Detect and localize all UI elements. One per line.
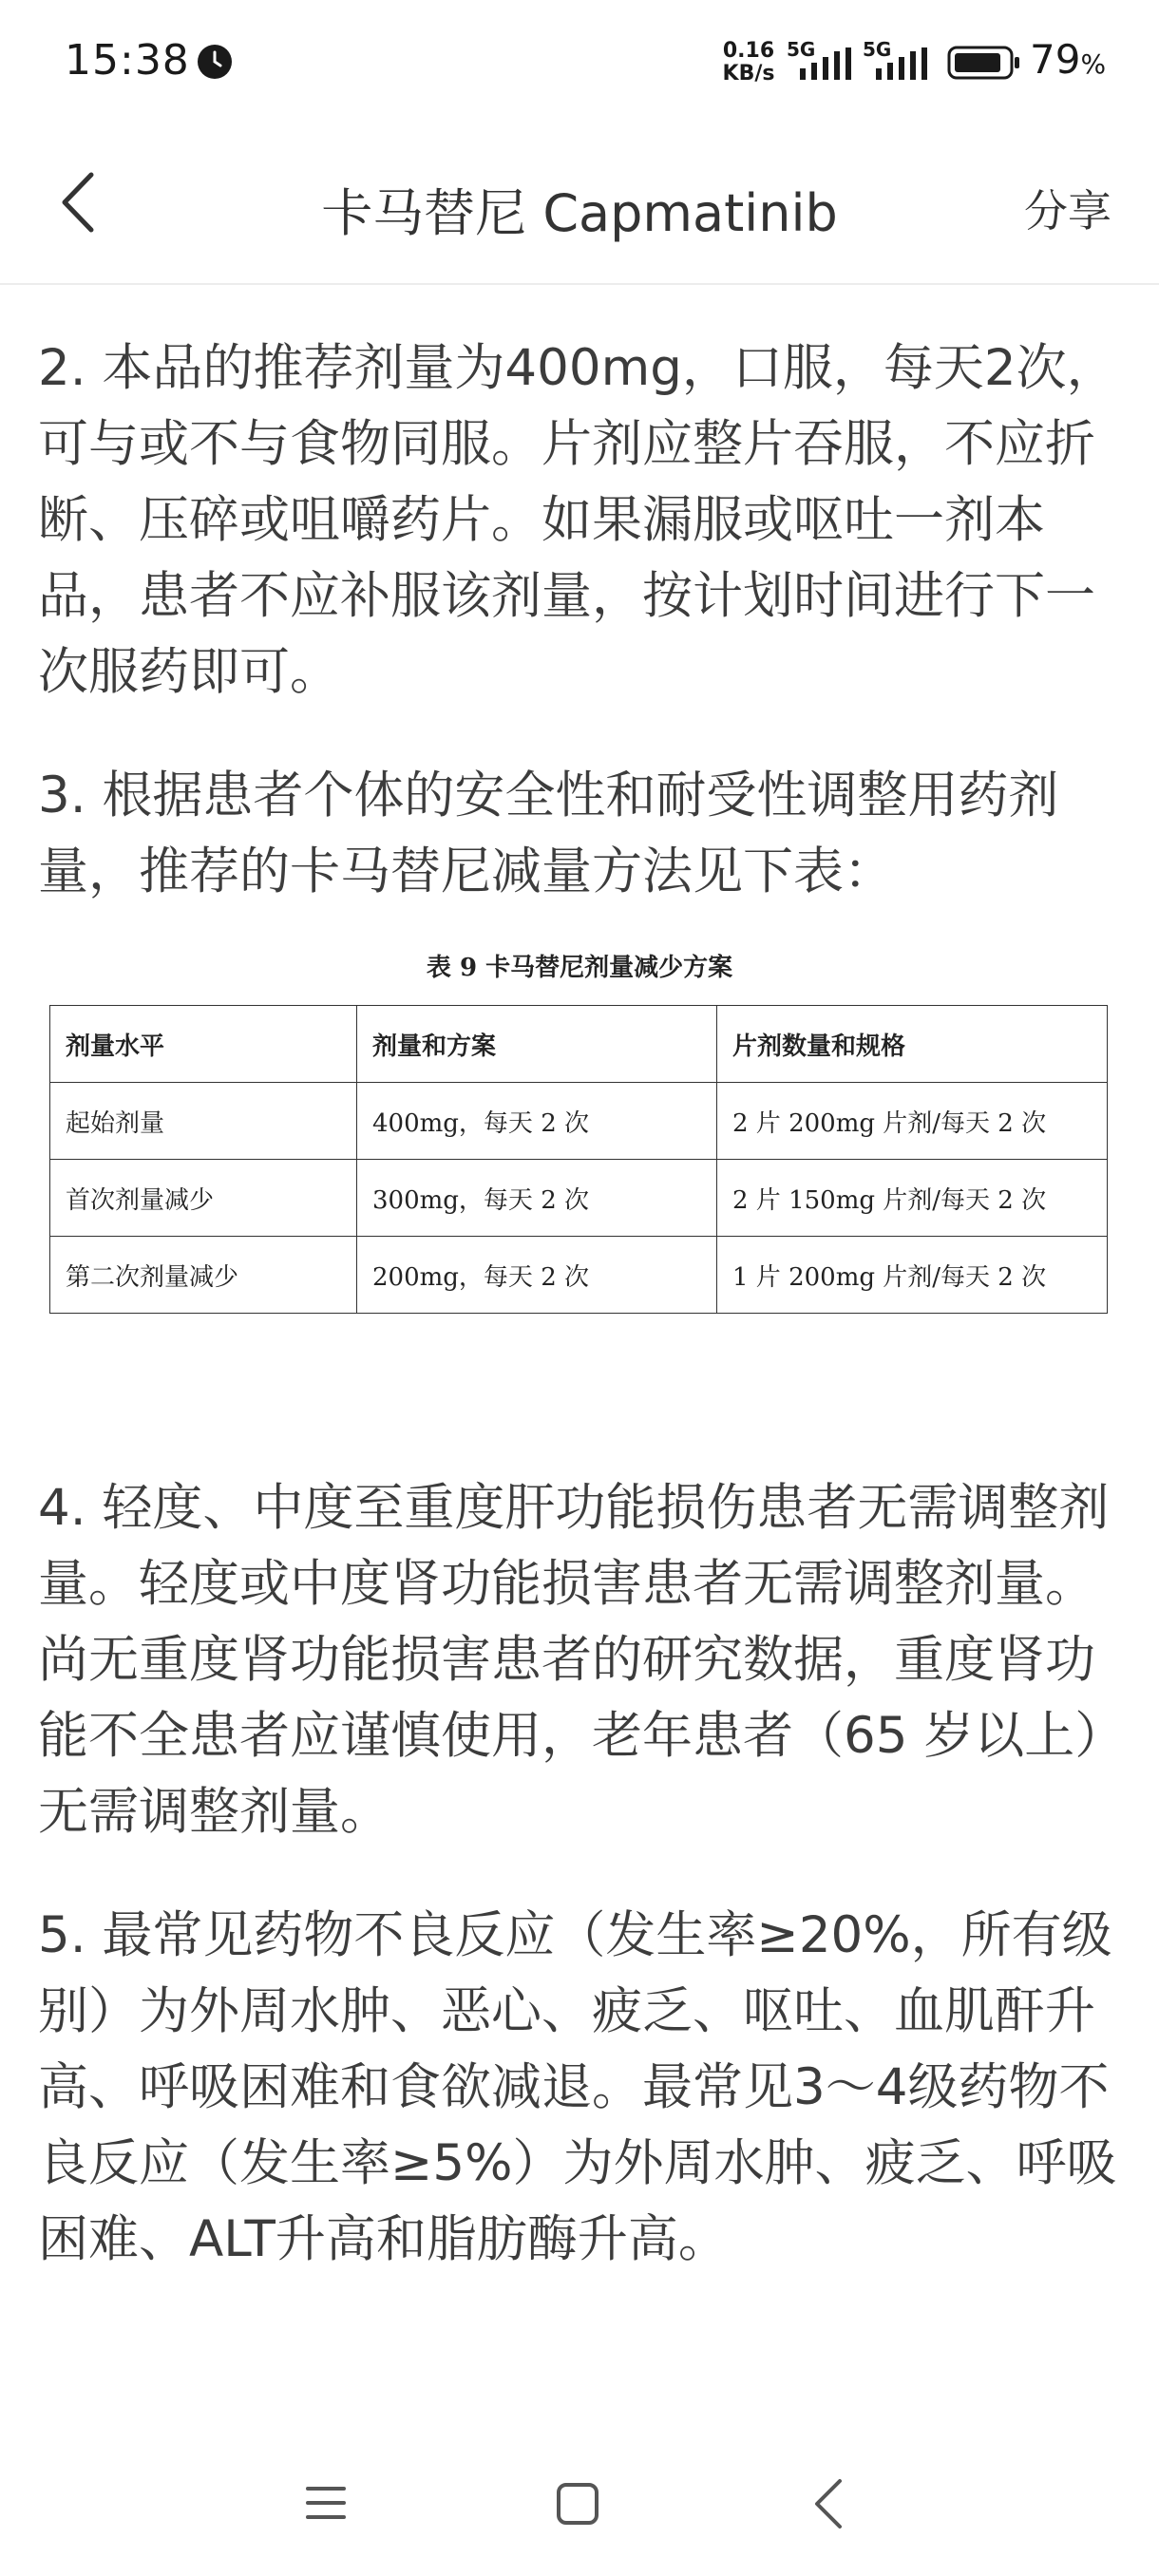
table-header-cell: 剂量和方案 bbox=[357, 1006, 717, 1083]
table-cell: 起始剂量 bbox=[50, 1083, 357, 1160]
status-bar bbox=[0, 0, 1159, 123]
table-cell: 200mg，每天 2 次 bbox=[357, 1237, 717, 1314]
article-body bbox=[38, 331, 1130, 910]
table-cell: 400mg，每天 2 次 bbox=[357, 1083, 717, 1160]
table-header-cell: 片剂数量和规格 bbox=[717, 1006, 1108, 1083]
battery-icon bbox=[947, 46, 1021, 80]
system-nav-bar bbox=[0, 2451, 1159, 2576]
clock-icon bbox=[197, 44, 233, 80]
table-row bbox=[50, 1083, 1108, 1160]
article-body-continued bbox=[38, 1470, 1130, 2278]
signal-bars-icon bbox=[872, 47, 939, 82]
table-cell: 2 片 150mg 片剂/每天 2 次 bbox=[717, 1160, 1108, 1237]
signal-strength-2: 5G bbox=[863, 38, 948, 82]
table-header-row bbox=[50, 1006, 1108, 1083]
signal-bars-icon bbox=[796, 47, 863, 82]
table-cell: 第二次剂量减少 bbox=[50, 1237, 357, 1314]
battery-percent: 79% bbox=[1030, 36, 1107, 83]
paragraph-2: 2. 本品的推荐剂量为400mg，口服，每天2次，可与或不与食物同服。片剂应整片吞服，不应折断、压碎或咀嚼药片。如果漏服或呕吐一剂本品，患者不应补服该剂量，按计划时间进行下一次服药即可。 bbox=[38, 339, 1117, 701]
table-caption: 表 9 卡马替尼剂量减少方案 bbox=[426, 954, 733, 982]
table-row bbox=[50, 1237, 1108, 1314]
paragraph-3: 3. 根据患者个体的安全性和耐受性调整用药剂量，推荐的卡马替尼减量方法见下表： bbox=[38, 767, 1059, 900]
share-button[interactable]: 分享 bbox=[1024, 185, 1112, 237]
dose-reduction-table bbox=[49, 1005, 1108, 1314]
menu-icon[interactable] bbox=[304, 2481, 348, 2525]
table-header-cell: 剂量水平 bbox=[50, 1006, 357, 1083]
table-cell: 2 片 200mg 片剂/每天 2 次 bbox=[717, 1083, 1108, 1160]
table-cell: 首次剂量减少 bbox=[50, 1160, 357, 1237]
nav-back-icon[interactable] bbox=[809, 2477, 847, 2530]
paragraph-5: 5. 最常见药物不良反应（发生率≥20%，所有级别）为外周水肿、恶心、疲乏、呕吐、血肌酐升高、呼吸困难和食欲减退。最常见3～4级药物不良反应（发生率≥5%）为外周水肿、疲乏、呼吸困难、ALT升高和脂肪酶升高。 bbox=[38, 1906, 1117, 2268]
status-time: 15:38 bbox=[65, 36, 190, 85]
app-header bbox=[0, 123, 1159, 285]
table-cell: 1 片 200mg 片剂/每天 2 次 bbox=[717, 1237, 1108, 1314]
signal-strength-1: 5G bbox=[787, 38, 872, 82]
network-speed: 0.16 KB/s bbox=[722, 39, 775, 85]
table-cell: 300mg，每天 2 次 bbox=[357, 1160, 717, 1237]
home-icon[interactable] bbox=[555, 2481, 600, 2527]
page-title: 卡马替尼 Capmatinib bbox=[321, 183, 838, 243]
paragraph-4: 4. 轻度、中度至重度肝功能损伤患者无需调整剂量。轻度或中度肾功能损害患者无需调整剂量。尚无重度肾功能损害患者的研究数据，重度肾功能不全患者应谨慎使用，老年患者（65 岁以上）无需调整剂量。 bbox=[38, 1479, 1126, 1841]
table-row bbox=[50, 1160, 1108, 1237]
